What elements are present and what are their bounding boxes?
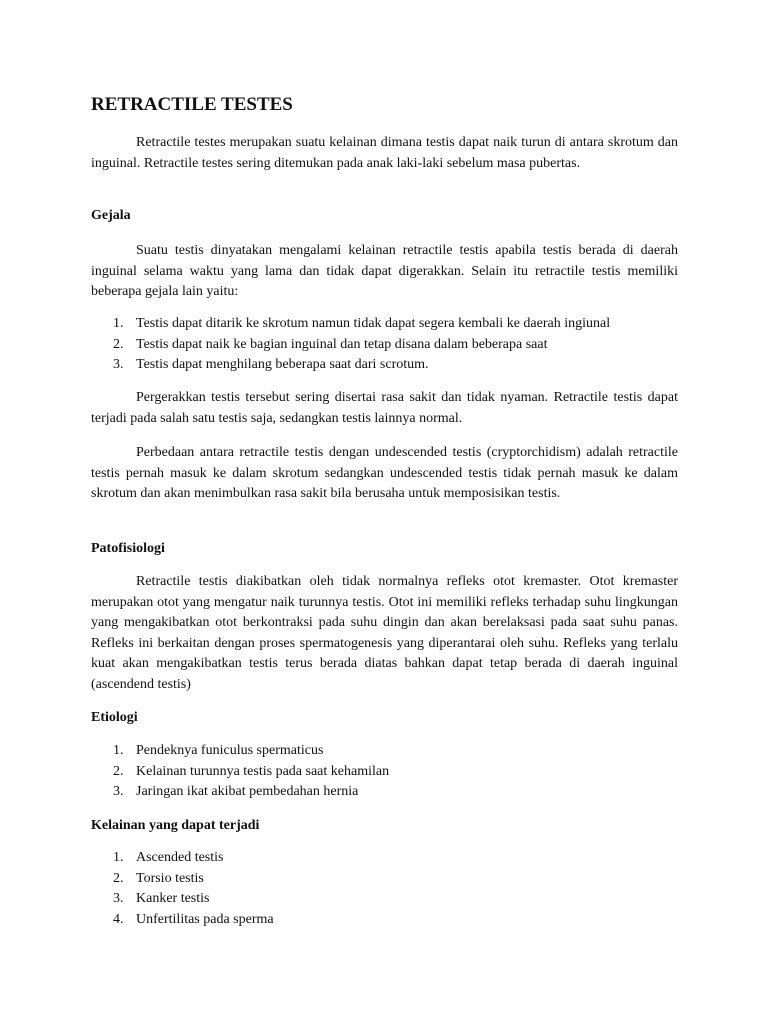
list-item-text: Testis dapat naik ke bagian inguinal dan tetap disana dalam beberapa saat	[136, 336, 548, 352]
list-item	[91, 355, 610, 376]
list-item-text: Ascended testis	[136, 850, 224, 865]
list-item-text: Pendeknya funiculus spermaticus	[136, 743, 324, 758]
list-item	[91, 741, 389, 762]
section-heading-etiologi: Etiologi	[91, 710, 138, 725]
list-item-number: 1.	[113, 850, 124, 865]
list-item-number: 1.	[113, 743, 124, 758]
list-item	[91, 762, 389, 783]
list-item-text: Torsio testis	[136, 870, 204, 886]
gejala-paragraph-1: Suatu testis dinyatakan mengalami kelainan retractile testis apabila testis berada di daerah inguinal selama waktu yang lama dan tidak dapat digerakkan. Selain itu retractile testis memiliki beberapa gejala lain yaitu:	[91, 243, 678, 299]
list-item-text: Jaringan ikat akibat pembedahan hernia	[136, 784, 359, 799]
patofisiologi-paragraph: Retractile testis diakibatkan oleh tidak normalnya refleks otot kremaster. Otot kremaster merupakan otot yang mengatur naik turunnya testis. Otot ini memiliki refleks terhadap suhu lingkungan yang mengakibatkan otot berkontraksi pada suhu dingin dan akan berelaksasi pada saat suhu panas. Refleks ini berkaitan dengan proses spermatogenesis yang diperantarai oleh suhu. Refleks yang terlalu kuat akan mengakibatkan testis terus berada diatas bahkan dapat tetap berada di daerah inguinal (ascendend testis)	[91, 574, 678, 692]
list-item-number: 1.	[113, 316, 124, 331]
section-heading-gejala: Gejala	[91, 208, 131, 223]
list-item	[91, 889, 274, 910]
list-item-number: 4.	[113, 911, 124, 927]
list-item-number: 2.	[113, 870, 124, 886]
section-heading-patofisiologi: Patofisiologi	[91, 541, 165, 556]
list-item-text: Testis dapat ditarik ke skrotum namun tidak dapat segera kembali ke daerah ingiunal	[136, 316, 611, 331]
list-item-number: 3.	[113, 784, 124, 799]
list-item	[91, 848, 274, 869]
list-item	[91, 335, 610, 356]
document-title: RETRACTILE TESTES	[91, 94, 293, 115]
list-item	[91, 910, 274, 931]
list-item-text: Kelainan turunnya testis pada saat kehamilan	[136, 763, 390, 779]
section-heading-kelainan: Kelainan yang dapat terjadi	[91, 818, 260, 833]
list-item-number: 2.	[113, 763, 124, 779]
list-item-number: 3.	[113, 357, 124, 372]
intro-paragraph: Retractile testes merupakan suatu kelainan dimana testis dapat naik turun di antara skrotum dan inguinal. Retractile testes sering ditemukan pada anak laki-laki sebelum masa pubertas.	[91, 135, 678, 171]
kelainan-list	[91, 848, 274, 930]
gejala-paragraph-2: Pergerakkan testis tersebut sering disertai rasa sakit dan tidak nyaman. Retractile testis dapat terjadi pada salah satu testis saja, sedangkan testis lainnya normal.	[91, 390, 678, 426]
list-item-text: Unfertilitas pada sperma	[136, 911, 274, 927]
list-item	[91, 869, 274, 890]
gejala-list	[91, 314, 610, 376]
list-item-text: Testis dapat menghilang beberapa saat dari scrotum.	[136, 357, 429, 372]
list-item-text: Kanker testis	[136, 891, 210, 906]
list-item	[91, 314, 610, 335]
list-item-number: 2.	[113, 336, 124, 352]
etiologi-list	[91, 741, 389, 803]
gejala-paragraph-3: Perbedaan antara retractile testis dengan undescended testis (cryptorchidism) adalah retractile testis pernah masuk ke dalam skrotum sedangkan undescended testis tidak pernah masuk ke dalam skrotum dan akan menimbulkan rasa sakit bila berusaha untuk memposisikan testis.	[91, 445, 678, 501]
list-item-number: 3.	[113, 891, 124, 906]
list-item	[91, 782, 389, 803]
